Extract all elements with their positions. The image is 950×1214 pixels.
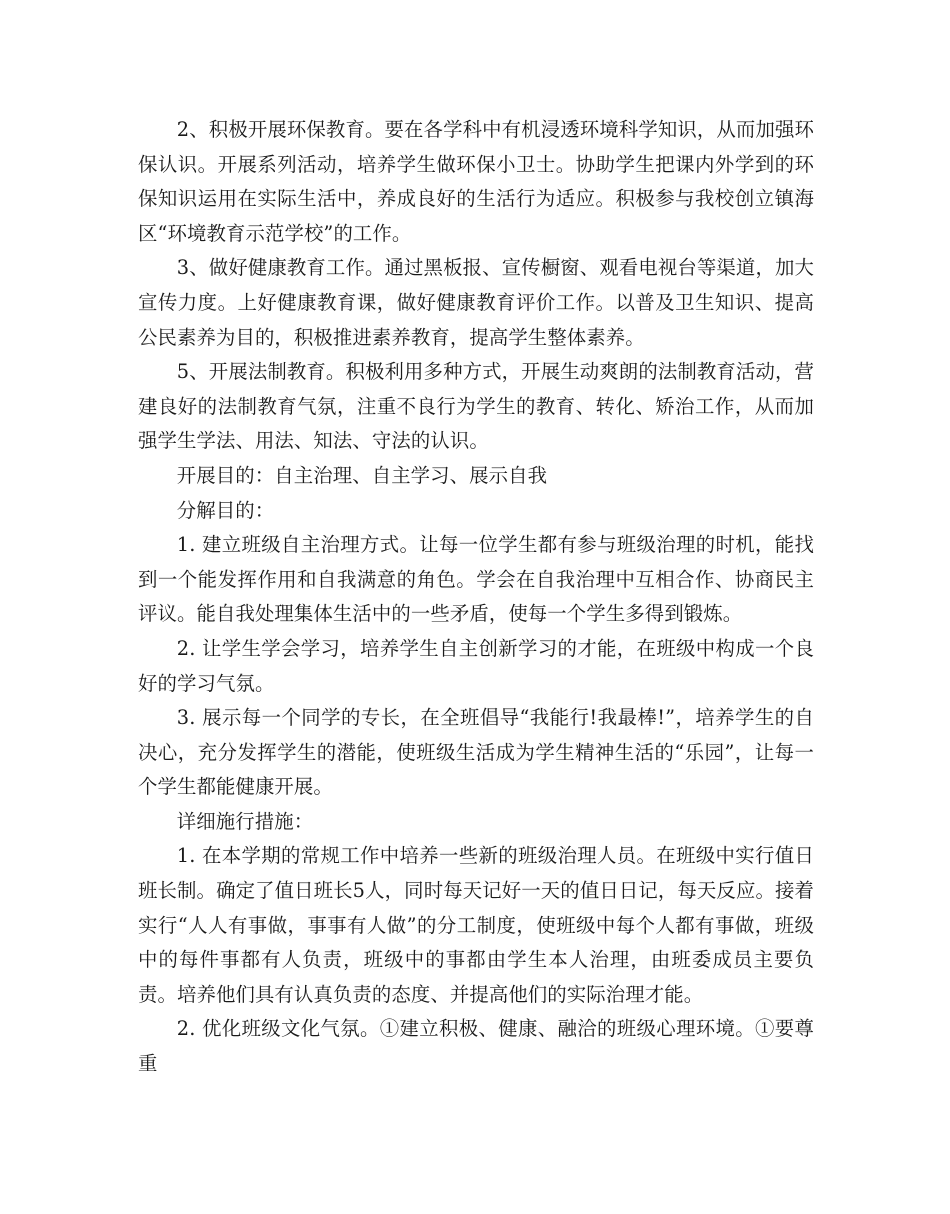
paragraph-measure-1: 1. 在本学期的常规工作中培养一些新的班级治理人员。在班级中实行值日班长制。确定了值日班长5人，同时每天记好一天的值日日记，每天反应。接着实行“人人有事做，事事有人做”的分工制度，使班级中每个人都有事做，班级中的每件事都有人负责，班级中的事都由学生本人治理，由班委成员主要负责。培养他们具有认真负责的态度、并提高他们的实际治理才能。 — [138, 844, 814, 1006]
paragraph-sub-goal-2: 2. 让学生学会学习，培养学生自主创新学习的才能，在班级中构成一个良好的学习气氛。 — [138, 636, 814, 695]
paragraph-goals: 开展目的：自主治理、自主学习、展示自我 — [176, 463, 548, 487]
paragraph-sub-goals-heading: 分解目的： — [176, 498, 275, 522]
paragraph-health-education: 3、做好健康教育工作。通过黑板报、宣传橱窗、观看电视台等渠道，加大宣传力度。上好健康教育课，做好健康教育评价工作。以普及卫生知识、提高公民素养为目的，积极推进素养教育，提高学生整体素养。 — [138, 256, 814, 349]
document-body — [138, 113, 814, 1082]
paragraph-sub-goal-3: 3. 展示每一个同学的专长，在全班倡导“我能行!我最棒!”，培养学生的自决心，充分发挥学生的潜能，使班级生活成为学生精神生活的“乐园”，让每一个学生都能健康开展。 — [138, 706, 814, 799]
paragraph-measure-2: 2. 优化班级文化气氛。①建立积极、健康、融洽的班级心理环境。①要尊重 — [138, 1017, 814, 1076]
paragraph-measures-heading: 详细施行措施： — [176, 809, 314, 833]
paragraph-sub-goal-1: 1. 建立班级自主治理方式。让每一位学生都有参与班级治理的时机，能找到一个能发挥作用和自我满意的角色。学会在自我治理中互相合作、协商民主评议。能自我处理集体生活中的一些矛盾，使每一个学生多得到锻炼。 — [138, 533, 814, 626]
paragraph-environmental-education: 2、积极开展环保教育。要在各学科中有机浸透环境科学知识，从而加强环保认识。开展系列活动，培养学生做环保小卫士。协助学生把课内外学到的环保知识运用在实际生活中，养成良好的生活行为适应。积极参与我校创立镇海区“环境教育示范学校”的工作。 — [138, 118, 814, 245]
paragraph-legal-education: 5、开展法制教育。积极利用多种方式，开展生动爽朗的法制教育活动，营建良好的法制教育气氛，注重不良行为学生的教育、转化、矫治工作，从而加强学生学法、用法、知法、守法的认识。 — [138, 360, 814, 453]
